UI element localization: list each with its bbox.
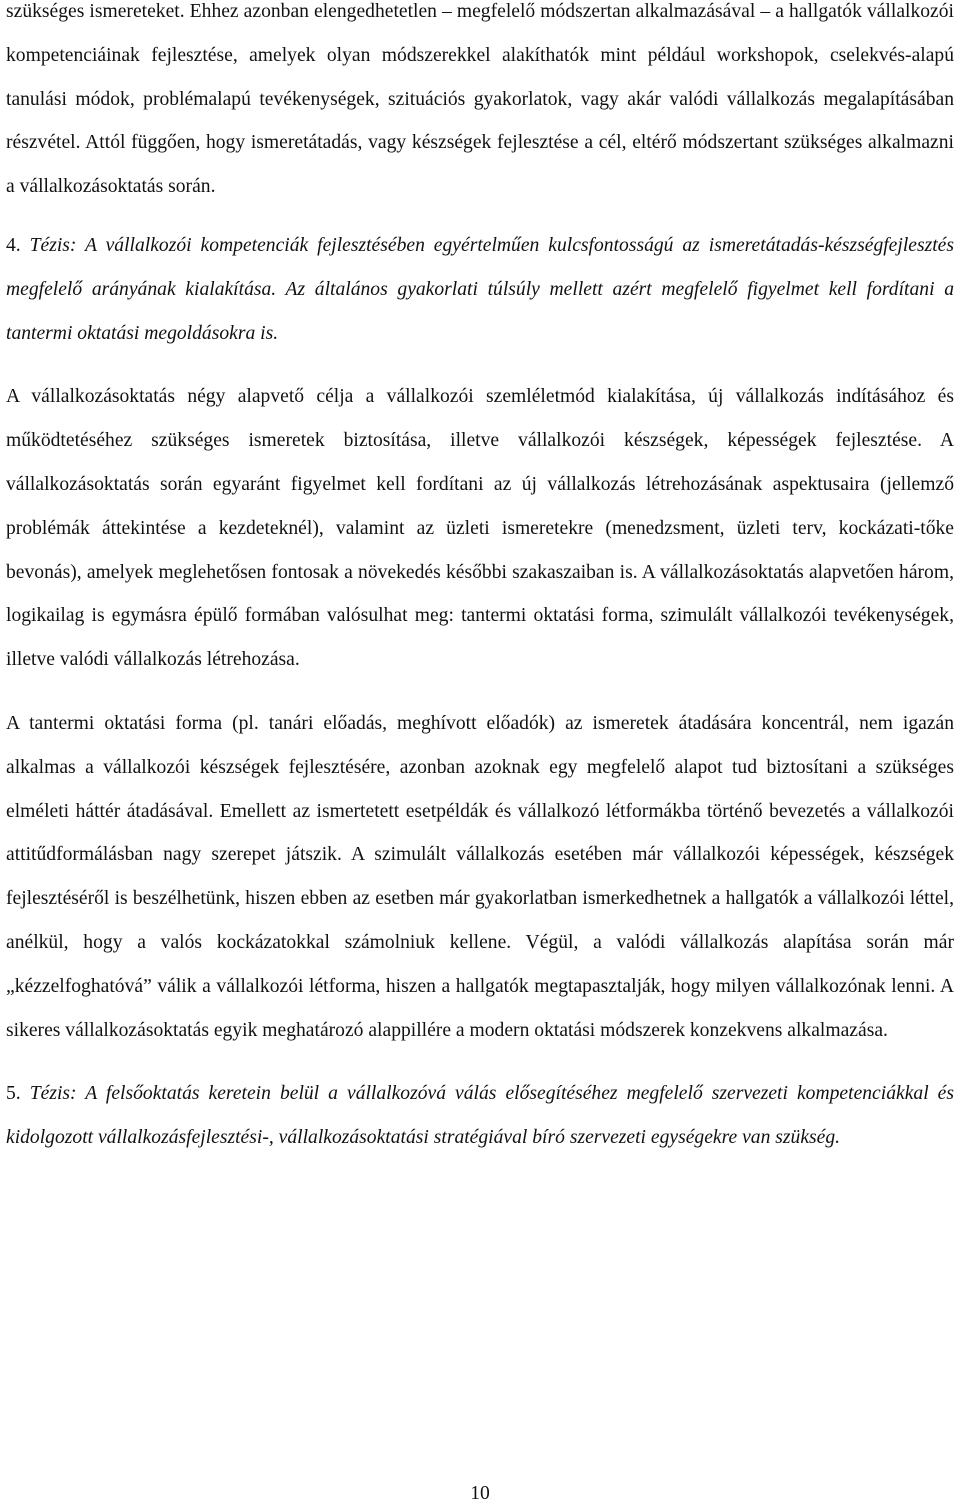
thesis-5	[6, 1072, 954, 1160]
thesis-4-number: 4.	[6, 234, 21, 256]
thesis-4-text: Tézis: A vállalkozói kompetenciák fejlesztésében egyértelműen kulcsfontosságú az ismeretátadás-készségfejlesztés megfelelő arányának kialakítása. Az általános gyakorlati túlsúly mellett azért megfelelő figyelmet kell fordítani a tantermi oktatási megoldásokra is.	[6, 234, 954, 344]
thesis-4	[6, 224, 954, 355]
paragraph-1: szükséges ismereteket. Ehhez azonban elengedhetetlen – megfelelő módszertan alkalmazásával – a hallgatók vállalkozói kompetenciáinak fejlesztése, amelyek olyan módszerekkel alakíthatók mint például workshopok, cselekvés-alapú tanulási módok, problémalapú tevékenységek, szituációs gyakorlatok, vagy akár valódi vállalkozás megalapításában részvétel. Attól függően, hogy ismeretátadás, vagy készségek fejlesztése a cél, eltérő módszertant szükséges alkalmazni a vállalkozásoktatás során.	[6, 1, 954, 198]
paragraph-3: A tantermi oktatási forma (pl. tanári előadás, meghívott előadók) az ismeretek átadására koncentrál, nem igazán alkalmas a vállalkozói készségek fejlesztésére, azonban azoknak egy megfelelő alapot tud biztosítani a szükséges elméleti háttér átadásával. Emellett az ismertetett esetpéldák és vállalkozó létformákba történő bevezetés a vállalkozói attitűdformálásban nagy szerepet játszik. A szimulált vállalkozás esetében már vállalkozói képességek, készségek fejlesztéséről is beszélhetünk, hiszen ebben az esetben már gyakorlatban ismerkedhetnek a hallgatók a vállalkozói léttel, anélkül, hogy a valós kockázatokkal számolniuk kellene. Végül, a valódi vállalkozás alapítása során már „kézzelfoghatóvá” válik a vállalkozói létforma, hiszen a hallgatók megtapasztalják, hogy milyen vállalkozónak lenni. A sikeres vállalkozásoktatás egyik meghatározó alappillére a modern oktatási módszerek konzekvens alkalmazása.	[6, 712, 954, 1041]
page-number: 10	[470, 1483, 490, 1504]
thesis-5-text: Tézis: A felsőoktatás keretein belül a vállalkozóvá válás elősegítéséhez megfelelő szervezeti kompetenciákkal és kidolgozott vállalkozásfejlesztési-, vállalkozásoktatási stratégiával bíró szervezeti egységekre van szükség.	[6, 1083, 954, 1149]
paragraph-2: A vállalkozásoktatás négy alapvető célja a vállalkozói szemléletmód kialakítása, új vállalkozás indításához és működtetéséhez szükséges ismeretek biztosítása, illetve vállalkozói készségek, képességek fejlesztése. A vállalkozásoktatás során egyaránt figyelmet kell fordítani az új vállalkozás létrehozásának aspektusaira (jellemző problémák áttekintése a kezdeteknél), valamint az üzleti ismeretekre (menedzsment, üzleti terv, kockázati-tőke bevonás), amelyek meglehetősen fontosak a növekedés későbbi szakaszaiban is. A vállalkozásoktatás alapvetően három, logikailag is egymásra épülő formában valósulhat meg: tantermi oktatási forma, szimulált vállalkozói tevékenységek, illetve valódi vállalkozás létrehozása.	[6, 386, 954, 671]
document-page	[6, 0, 954, 1160]
thesis-5-number: 5.	[6, 1083, 21, 1105]
